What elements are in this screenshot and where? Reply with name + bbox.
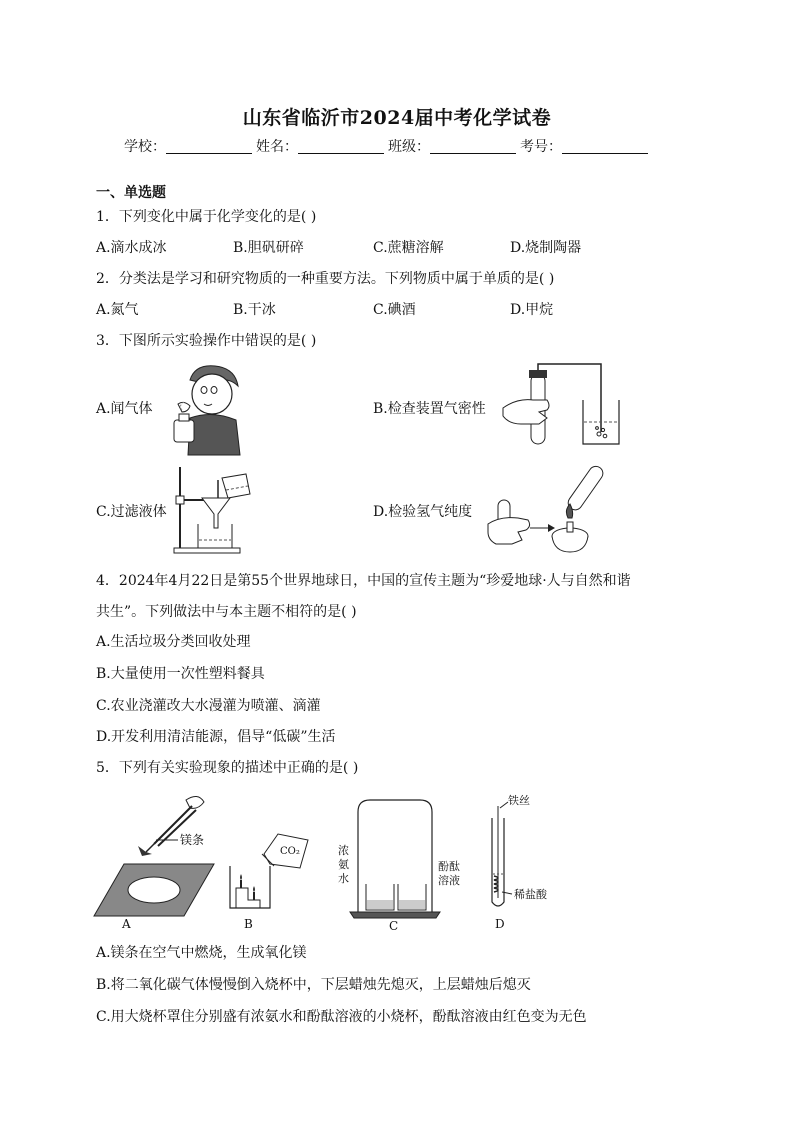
figure-d-top-label: 铁丝 <box>508 794 530 807</box>
filtering-illustration <box>170 462 255 557</box>
q3-option-c[interactable]: C.过滤液体 <box>96 504 167 520</box>
q2-option-c[interactable]: C.碘酒 <box>373 302 416 318</box>
q1-option-a[interactable]: A.滴水成冰 <box>96 240 167 256</box>
section-heading: 一、单选题 <box>96 185 166 201</box>
figure-b-letter: B <box>244 917 253 931</box>
exam-number-field[interactable] <box>562 139 648 154</box>
student-info-row <box>124 136 652 156</box>
q4-option-b[interactable]: B.大量使用一次性塑料餐具 <box>96 666 265 682</box>
airtightness-check-illustration <box>503 360 623 450</box>
q2-option-d[interactable]: D.甲烷 <box>510 302 554 318</box>
exam-number-label: 考号： <box>520 139 562 155</box>
figure-d-iron <box>492 793 548 931</box>
school-field[interactable] <box>166 139 252 154</box>
name-field[interactable] <box>298 139 384 154</box>
q5-option-c[interactable]: C.用大烧杯罩住分别盛有浓氨水和酚酞溶液的小烧杯，酚酞溶液由红色变为无色 <box>96 1009 587 1025</box>
question-1-stem: 1．下列变化中属于化学变化的是( ) <box>96 209 317 225</box>
class-label: 班级： <box>388 139 430 155</box>
q4-option-a[interactable]: A.生活垃圾分类回收处理 <box>96 634 251 650</box>
figure-c-left-1: 浓 <box>338 844 349 857</box>
question-4-stem-line1: 4．2024年4月22日是第55个世界地球日，中国的宣传主题为“珍爱地球·人与自然和谐 <box>96 573 631 589</box>
figure-a-label: 镁条 <box>180 833 205 847</box>
q2-option-b[interactable]: B.干冰 <box>233 302 276 318</box>
question-5-stem: 5．下列有关实验现象的描述中正确的是( ) <box>96 760 359 776</box>
q4-option-c[interactable]: C.农业浇灌改大水漫灌为喷灌、滴灌 <box>96 698 321 714</box>
hydrogen-purity-illustration <box>488 460 618 560</box>
figure-d-letter: D <box>495 917 505 931</box>
figure-c-letter: C <box>389 919 399 933</box>
q4-option-d[interactable]: D.开发利用清洁能源，倡导“低碳”生活 <box>96 729 336 745</box>
figure-c-right-2: 溶液 <box>438 874 460 887</box>
q5-option-b[interactable]: B.将二氧化碳气体慢慢倒入烧杯中，下层蜡烛先熄灭，上层蜡烛后熄灭 <box>96 977 531 993</box>
q2-option-a[interactable]: A.氮气 <box>96 302 139 318</box>
figure-a-letter: A <box>122 917 131 931</box>
q1-option-b[interactable]: B.胆矾研碎 <box>233 240 304 256</box>
figure-a-magnesium <box>94 796 214 931</box>
question-2-stem: 2．分类法是学习和研究物质的一种重要方法。下列物质中属于单质的是( ) <box>96 271 555 287</box>
smelling-gas-illustration <box>160 360 250 455</box>
page-title: 山东省临沂市2024届中考化学试卷 <box>242 107 552 129</box>
q1-option-d[interactable]: D.烧制陶器 <box>510 240 582 256</box>
q3-option-b[interactable]: B.检查装置气密性 <box>373 401 486 417</box>
q3-option-d[interactable]: D.检验氢气纯度 <box>373 504 473 520</box>
question-4-stem-line2: 共生”。下列做法中与本主题不相符的是( ) <box>96 604 357 620</box>
figure-d-bottom-label: 稀盐酸 <box>514 888 547 901</box>
class-field[interactable] <box>430 139 516 154</box>
q5-experiment-figure <box>94 788 564 934</box>
q5-option-a[interactable]: A.镁条在空气中燃烧，生成氧化镁 <box>96 945 307 961</box>
figure-c-left-2: 氨 <box>338 858 349 871</box>
figure-c-left-3: 水 <box>338 872 349 885</box>
question-3-stem: 3．下图所示实验操作中错误的是( ) <box>96 333 317 349</box>
figure-c-right-1: 酚酞 <box>438 860 460 873</box>
q1-option-c[interactable]: C.蔗糖溶解 <box>373 240 444 256</box>
figure-b-co2 <box>230 834 308 931</box>
school-label: 学校： <box>124 139 166 155</box>
q3-option-a[interactable]: A.闻气体 <box>96 401 153 417</box>
figure-c-ammonia <box>338 800 460 933</box>
name-label: 姓名： <box>256 139 298 155</box>
figure-b-label: CO₂ <box>280 846 300 857</box>
